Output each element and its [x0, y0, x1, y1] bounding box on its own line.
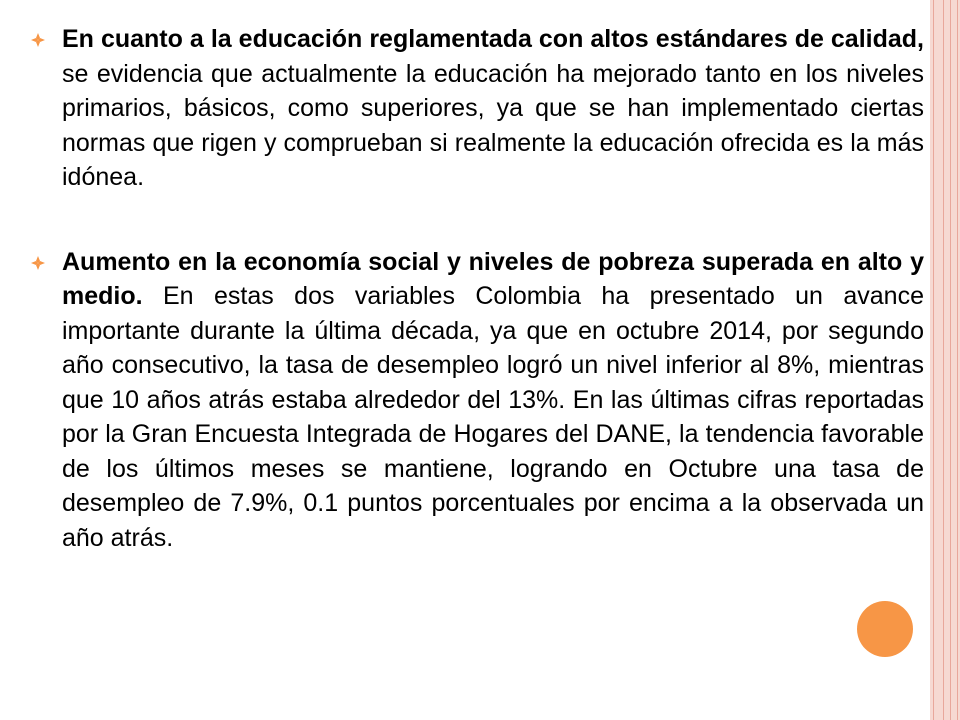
bullet-lead-text: En cuanto a la educación reglamentada con altos estándares de calidad, — [62, 25, 924, 53]
diamond-bullet-icon — [30, 255, 46, 271]
band-line — [957, 0, 958, 720]
bullet-body-text: En estas dos variables Colombia ha presentado un avance importante durante la última década, ya que en octubre 2014, por segundo año consecutivo, la tasa de desempleo logró un nivel inferior al 8%, mientras que 10 años atrás estaba alrededor del 13%. En las últimas cifras reportadas por la Gran Encuesta Integrada de Hogares del DANE, la tendencia favorable de los últimos meses se mantiene, logrando en Octubre una tasa de desempleo de 7.9%, 0.1 puntos porcentuales por encima a la observada un año atrás. — [62, 282, 924, 552]
bullet-paragraph — [62, 245, 924, 556]
bullet-body-text: se evidencia que actualmente la educación ha mejorado tanto en los niveles primarios, básicos, como superiores, ya que se han implementado ciertas normas que rigen y comprueban si realmente la educación ofrecida es la más idónea. — [62, 59, 924, 191]
bullet-paragraph — [62, 22, 924, 195]
band-line — [943, 0, 944, 720]
bullet-item — [28, 245, 924, 556]
slide-content — [28, 22, 924, 605]
diamond-bullet-icon — [30, 32, 46, 48]
band-line — [950, 0, 951, 720]
band-line — [933, 0, 934, 720]
right-decorative-band — [930, 0, 960, 720]
bullet-lead-text: Aumento en la economía social y niveles de pobreza superada en alto y medio. — [62, 247, 924, 310]
orange-decorative-dot — [857, 601, 913, 657]
bullet-item — [28, 22, 924, 195]
